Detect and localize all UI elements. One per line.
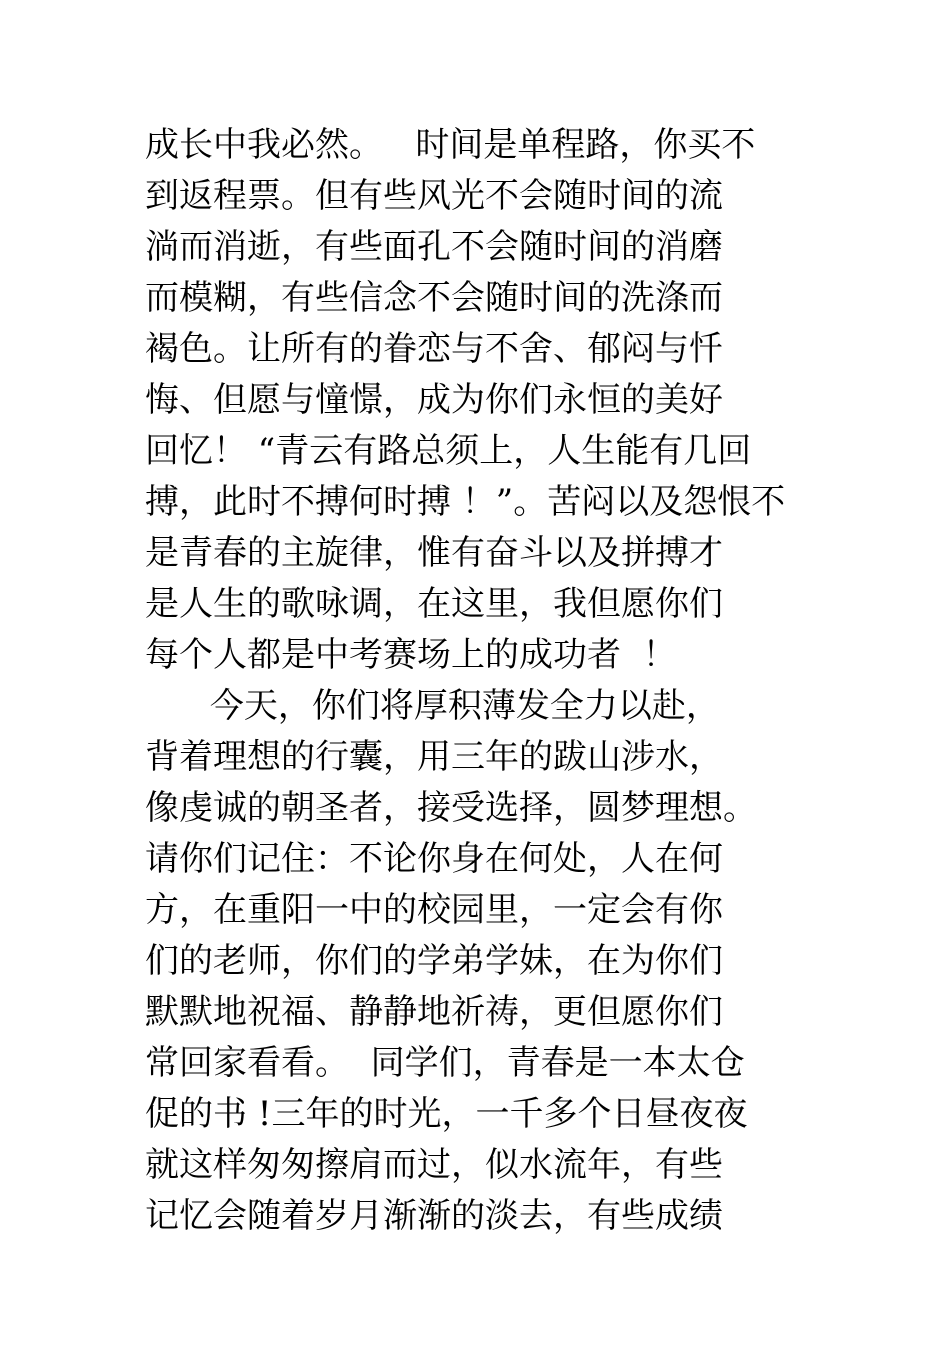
text-line: 今天，你们将厚积薄发全力以赴， [145, 686, 720, 726]
text-line: 回忆！ “青云有路总须上，人生能有几回 [145, 431, 752, 471]
text-line: 背着理想的行囊，用三年的跋山涉水， [145, 737, 723, 777]
text-line: 常回家看看。 同学们，青春是一本太仓 [145, 1043, 745, 1083]
text-line: 是青春的主旋律，惟有奋斗以及拼搏才 [145, 533, 723, 573]
text-line: 褐色。让所有的眷恋与不舍、郁闷与忏 [145, 329, 723, 369]
text-line: 到返程票。但有些风光不会随时间的流 [145, 176, 723, 216]
text-line: 默默地祝福、静静地祈祷，更但愿你们 [145, 992, 723, 1032]
text-line: 是人生的歌咏调，在这里，我但愿你们 [145, 584, 723, 624]
text-line: 成长中我必然。 时间是单程路，你买不 [145, 125, 756, 165]
text-line: 记忆会随着岁月渐渐的淡去，有些成绩 [145, 1196, 723, 1236]
text-line: 搏，此时不搏何时搏 ！”。苦闷以及怨恨不 [145, 482, 786, 522]
text-line: 请你们记住：不论你身在何处，人在何 [145, 839, 723, 879]
text-line: 像虔诚的朝圣者，接受选择，圆梦理想。 [145, 788, 757, 828]
text-line: 促的书 !三年的时光，一千多个日昼夜夜 [145, 1094, 748, 1134]
text-line: 淌而消逝，有些面孔不会随时间的消磨 [145, 227, 723, 267]
text-line: 方，在重阳一中的校园里，一定会有你 [145, 890, 723, 930]
text-line: 每个人都是中考赛场上的成功者 ！ [145, 635, 677, 675]
text-line: 们的老师，你们的学弟学妹，在为你们 [145, 941, 723, 981]
body-text [145, 120, 825, 1242]
text-line: 就这样匆匆擦肩而过，似水流年，有些 [145, 1145, 723, 1185]
text-line: 而模糊，有些信念不会随时间的洗涤而 [145, 278, 723, 318]
text-line: 悔、但愿与憧憬，成为你们永恒的美好 [145, 380, 723, 420]
